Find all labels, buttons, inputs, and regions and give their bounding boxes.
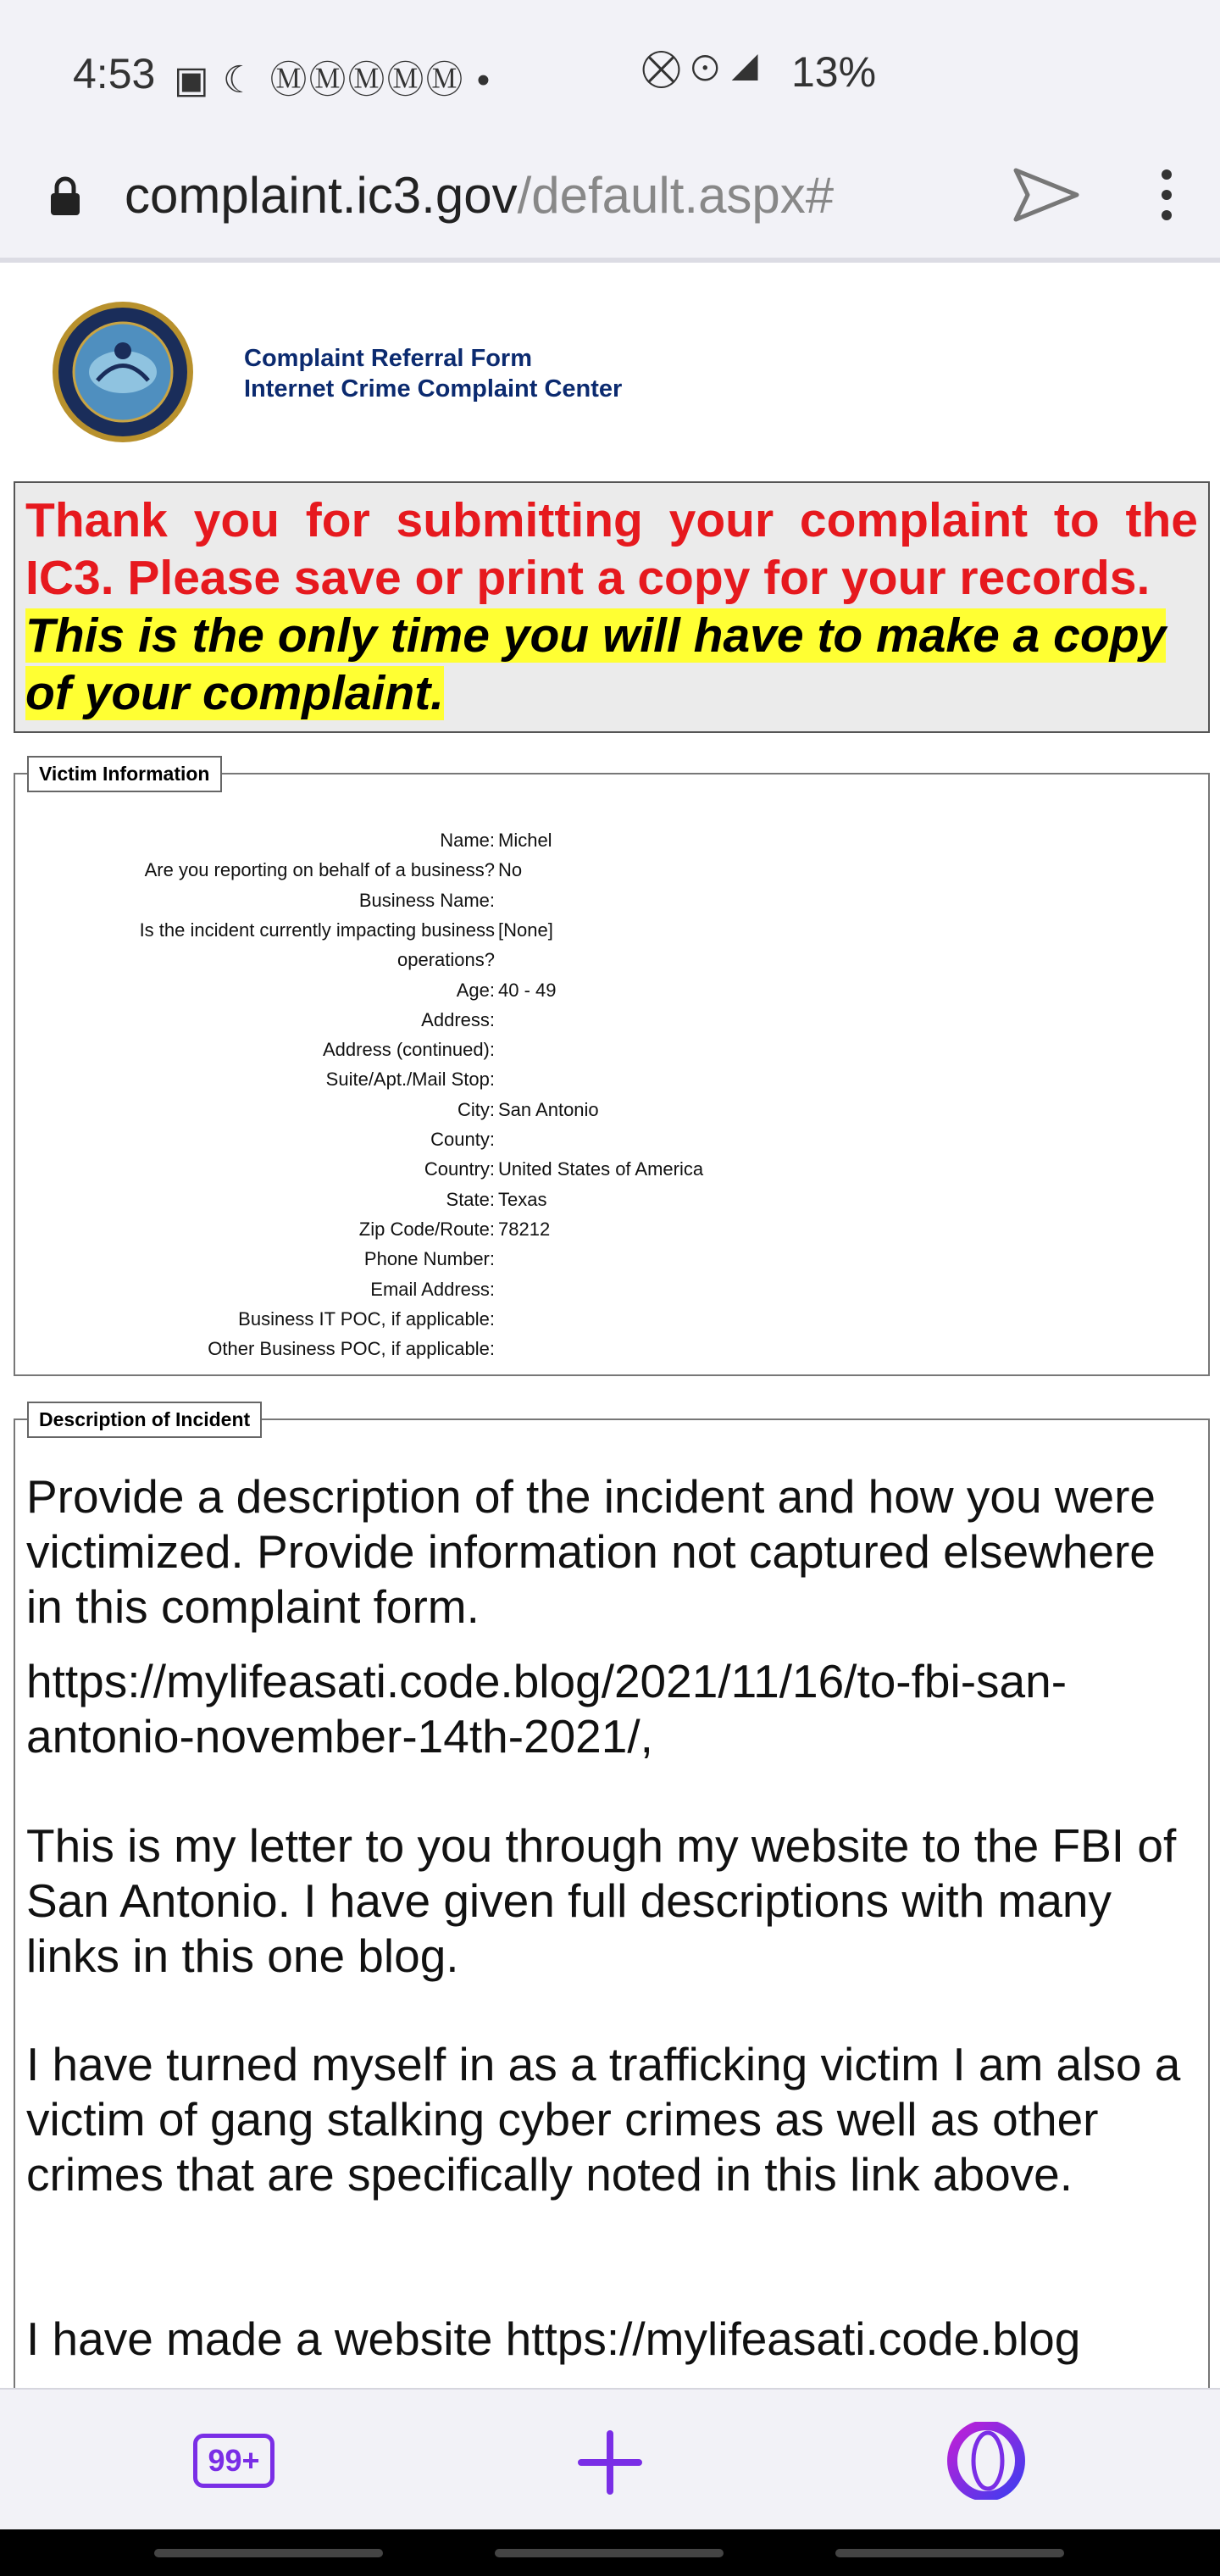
gesture-pill-left[interactable]	[154, 2549, 383, 2557]
victim-field-label: State:	[446, 1189, 495, 1210]
victim-field-label: Country:	[424, 1158, 495, 1180]
victim-info-legend: Victim Information	[27, 756, 222, 792]
incident-description-legend: Description of Incident	[27, 1402, 262, 1438]
url-text[interactable]	[125, 166, 834, 225]
victim-field-label: City:	[458, 1099, 495, 1120]
fbi-seal-logo	[51, 300, 195, 444]
victim-field-value: United States of America	[498, 1158, 704, 1180]
notice-highlight-text1: This is the only time you will have to make a copy	[25, 608, 1167, 663]
signal-icons: ⛒ ⊙ ◢	[642, 47, 760, 89]
incident-paragraph-3: I have made a website https://mylifeasati.code.blog	[26, 2312, 1081, 2365]
victim-field-label: Zip Code/Route:	[358, 1219, 495, 1240]
status-time: 4:53	[73, 50, 156, 97]
victim-field-label: Age:	[456, 980, 495, 1001]
incident-paragraph-2: I have turned myself in as a trafficking victim I am also a victim of gang stalking cyber crimes as well as other crimes that are specifically noted in this link above.	[26, 2038, 1181, 2201]
victim-field-value: 40 - 49	[498, 980, 557, 1001]
victim-field-label: Other Business POC, if applicable:	[208, 1338, 495, 1359]
url-path: /default.aspx#	[517, 167, 835, 224]
victim-field-label: Is the incident currently impacting business	[139, 919, 495, 941]
submission-notice	[14, 481, 1210, 733]
victim-field-label: Business IT POC, if applicable:	[238, 1308, 495, 1330]
gesture-pill-center[interactable]	[495, 2549, 724, 2557]
lock-icon[interactable]	[49, 176, 81, 217]
notice-highlight-line1	[25, 607, 1198, 664]
notice-red-text: Thank you for submitting your complaint to the IC3. Please save or print a copy for your records.	[25, 493, 1198, 605]
victim-field-value: No	[498, 859, 523, 880]
url-domain: complaint.ic3.gov	[125, 167, 518, 224]
notification-icons: ▣ ☾ ⓂⓂⓂⓂⓂ •	[174, 59, 492, 101]
more-menu-icon[interactable]	[1154, 168, 1179, 222]
victim-field-value: [None]	[498, 919, 553, 941]
battery-level: 13%	[791, 48, 877, 96]
tabs-count-button[interactable]: 99+	[193, 2434, 274, 2488]
victim-field-label: operations?	[397, 949, 495, 970]
form-title-line2: Internet Crime Complaint Center	[244, 375, 623, 402]
incident-paragraph-1: This is my letter to you through my website to the FBI of San Antonio. I have given full descriptions with many links in this one blog.	[26, 1819, 1177, 1982]
victim-field-label: Name:	[440, 830, 495, 851]
victim-field-value: Michel	[498, 830, 552, 851]
notice-highlight-line2	[25, 664, 1198, 722]
victim-field-label: Phone Number:	[363, 1248, 495, 1269]
gesture-pill-right[interactable]	[835, 2549, 1064, 2557]
victim-field-value: Texas	[498, 1189, 547, 1210]
victim-field-label: Address:	[421, 1009, 495, 1030]
notice-highlight-text2: of your complaint.	[25, 666, 445, 720]
new-tab-plus-icon[interactable]	[578, 2430, 642, 2495]
form-title-line1: Complaint Referral Form	[244, 345, 532, 372]
form-title	[244, 343, 622, 404]
victim-field-label: Email Address:	[370, 1279, 495, 1300]
incident-prompt: Provide a description of the incident and how you were victimized. Provide information not captured elsewhere in this complaint form.	[26, 1470, 1156, 1633]
victim-field-label: Suite/Apt./Mail Stop:	[325, 1069, 495, 1090]
opera-menu-icon[interactable]	[947, 2422, 1025, 2500]
victim-field-label: Address (continued):	[323, 1039, 495, 1060]
victim-field-label: Business Name:	[358, 890, 495, 911]
victim-field-label: Are you reporting on behalf of a business?	[144, 859, 495, 880]
victim-field-label: County:	[430, 1129, 495, 1150]
send-icon[interactable]	[1012, 165, 1080, 225]
victim-field-value: 78212	[498, 1219, 551, 1240]
incident-link[interactable]: https://mylifeasati.code.blog/2021/11/16/to-fbi-san-antonio-november-14th-2021/,	[26, 1655, 1068, 1763]
victim-field-value: San Antonio	[498, 1099, 599, 1120]
